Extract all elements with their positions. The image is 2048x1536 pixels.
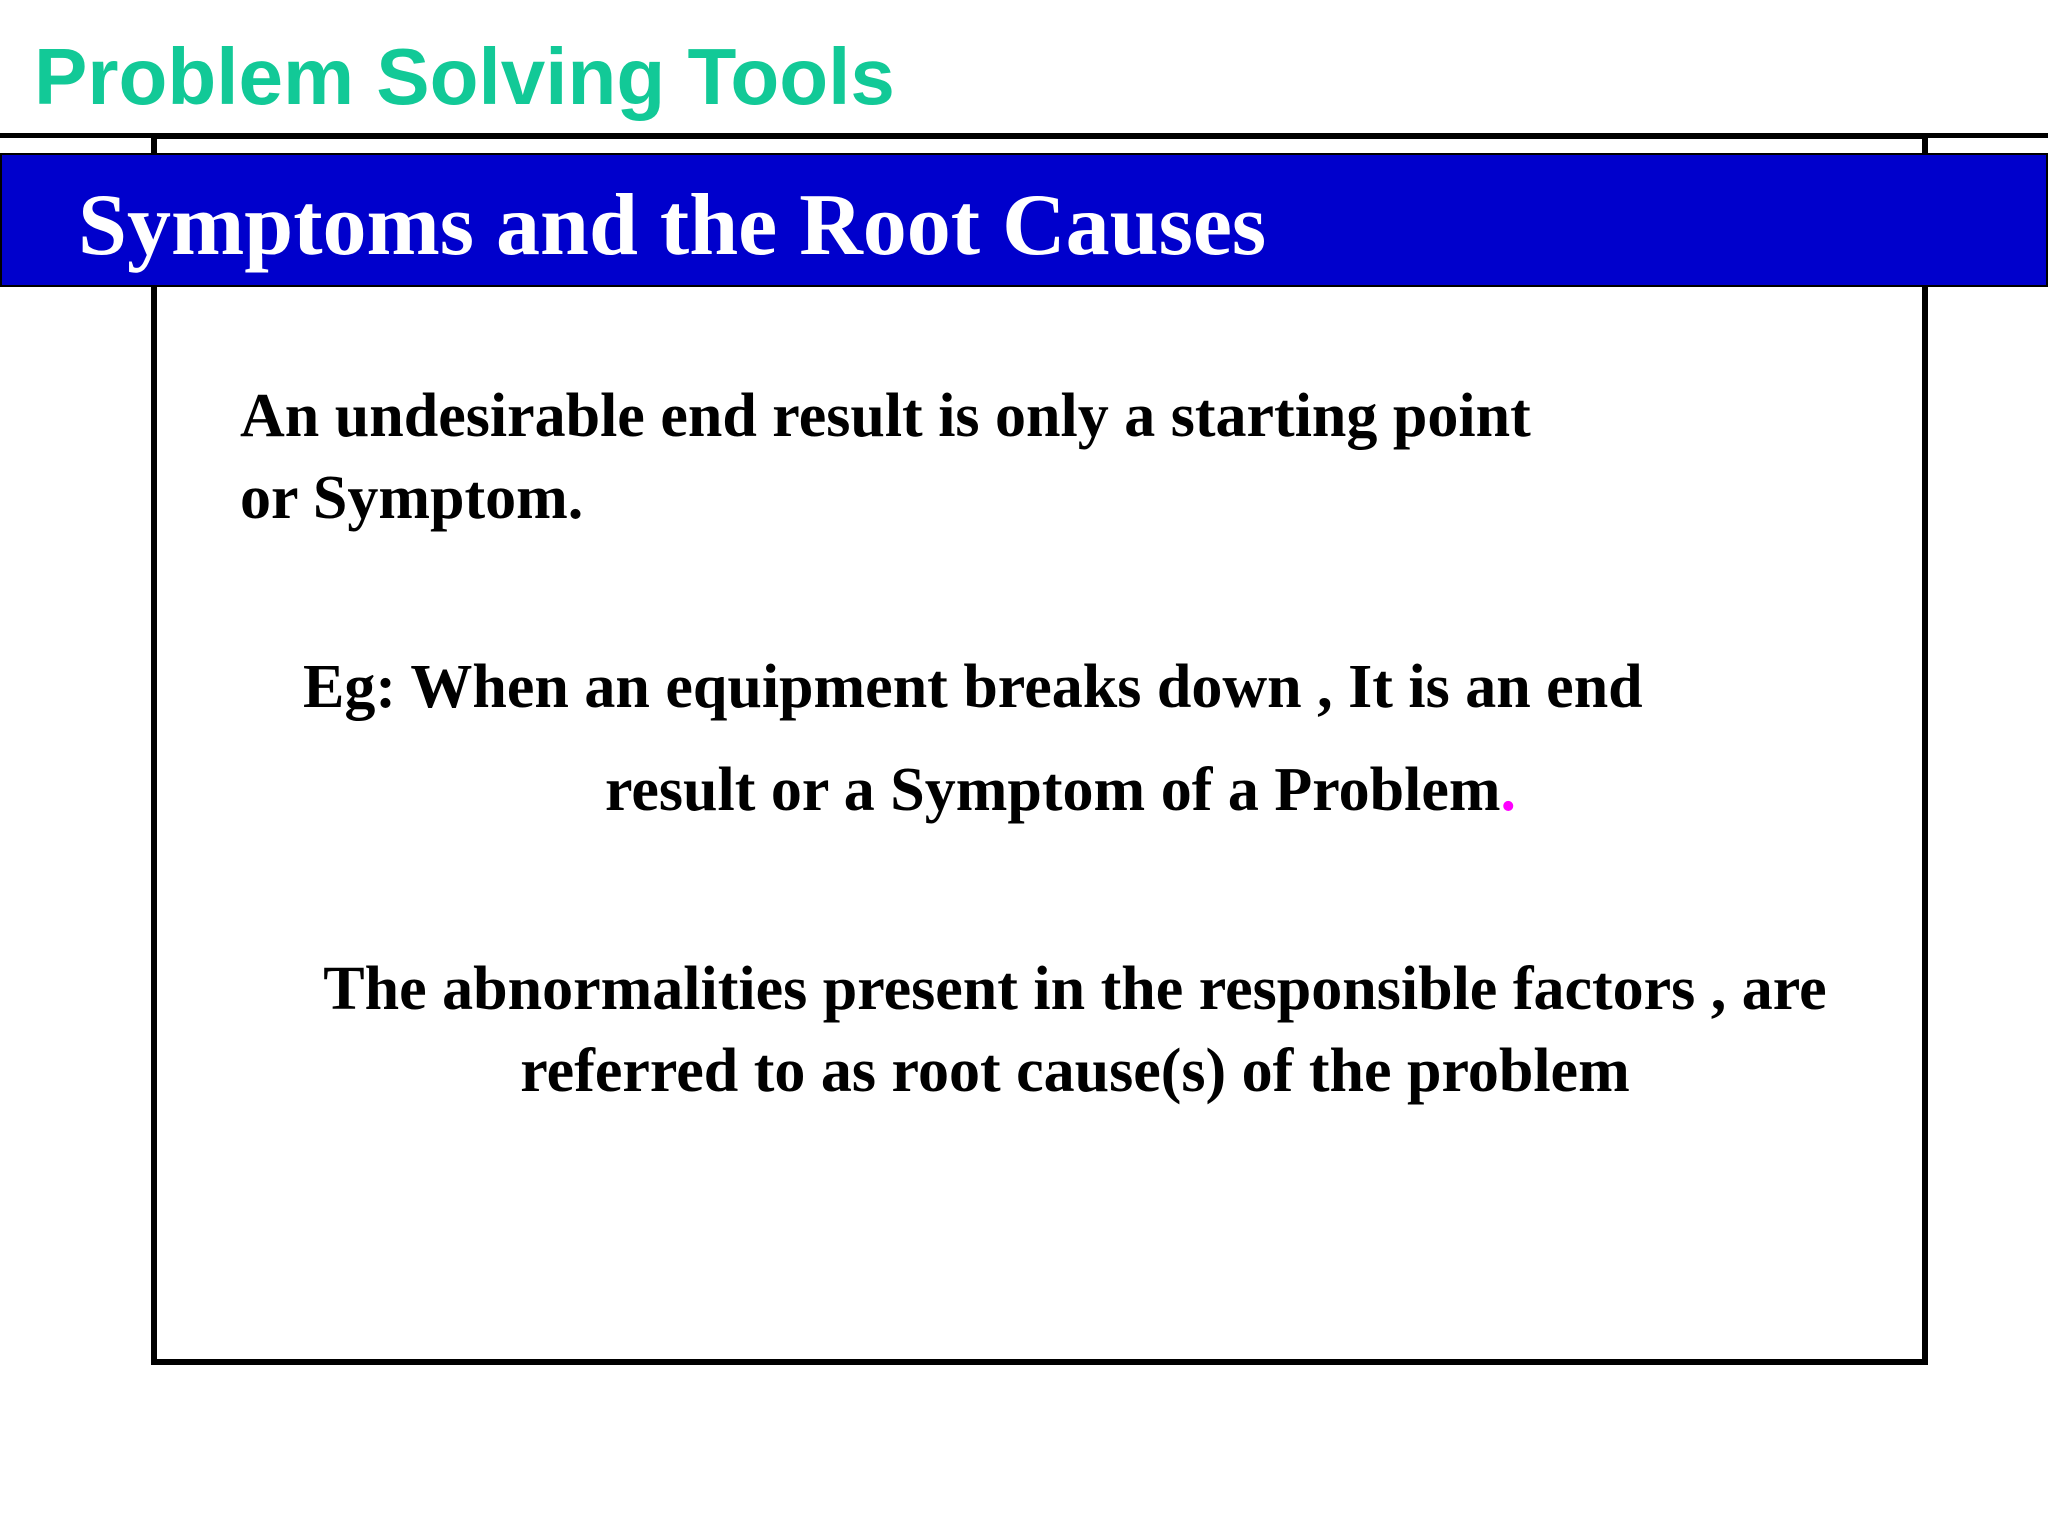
paragraph-symptom-definition [240,375,1531,539]
paragraph-example-line-2 [605,752,1516,828]
paragraph-symptom-definition-line-2: or Symptom. [240,464,584,532]
paragraph-root-cause-line-1: The abnormalities present in the responsible factors , are [323,955,1827,1023]
paragraph-root-cause-definition [160,948,1990,1112]
paragraph-symptom-definition-line-1: An undesirable end result is only a starting point [240,382,1531,450]
paragraph-root-cause-line-2: referred to as root cause(s) of the problem [520,1037,1630,1105]
paragraph-example-line-2-text: result or a Symptom of a Problem [605,756,1501,824]
paragraph-example-line-1: Eg: When an equipment breaks down , It is an end [303,653,1643,721]
presentation-header-title: Problem Solving Tools [34,32,895,121]
slide-title: Symptoms and the Root Causes [78,177,1267,274]
slide-content-frame [151,133,1928,1365]
paragraph-example-end-mark: . [1500,756,1516,824]
